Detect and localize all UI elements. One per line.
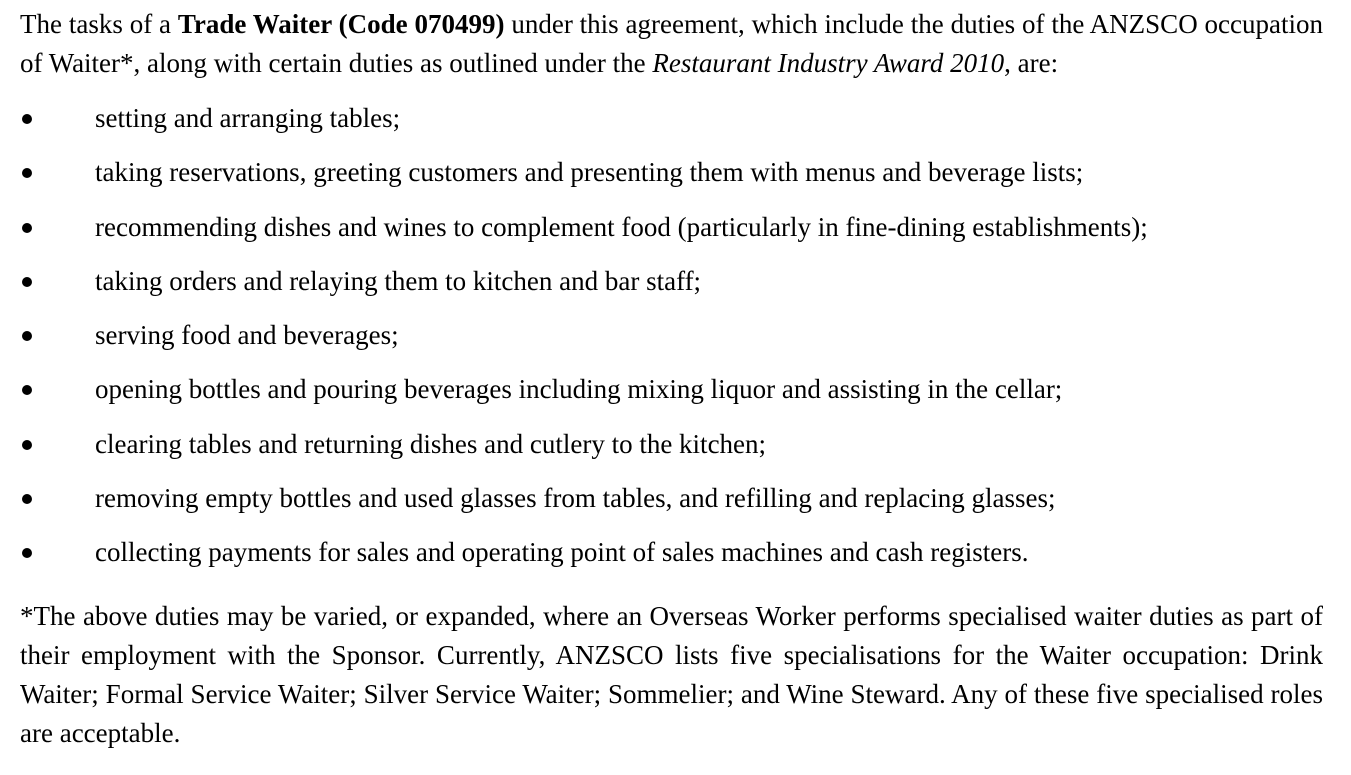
list-item: [20, 421, 1323, 475]
list-item-text: taking reservations, greeting customers and presenting them with menus and beverage lists;: [95, 157, 1084, 188]
bullet-icon: [22, 494, 32, 504]
list-item: [20, 529, 1323, 583]
footnote-paragraph: *The above duties may be varied, or expanded, where an Overseas Worker performs specialised waiter duties as part of their employment with the Sponsor. Currently, ANZSCO lists five specialisations for the Waiter occupation: Drink Waiter; Formal Service Waiter; Silver Service Waiter; Sommelier; and Wine Steward. Any of these five specialised roles are acceptable.: [20, 601, 1323, 748]
bullet-icon: [22, 223, 32, 233]
award-title-italic: Restaurant Industry Award 2010: [652, 48, 1005, 78]
list-item: [20, 204, 1323, 258]
intro-paragraph: [20, 5, 1323, 83]
bullet-icon: [22, 440, 32, 450]
bullet-icon: [22, 385, 32, 395]
list-item-text: clearing tables and returning dishes and cutlery to the kitchen;: [95, 428, 767, 459]
duties-list: [20, 95, 1323, 584]
bullet-icon: [22, 548, 32, 558]
intro-text-start: The tasks of a: [20, 9, 178, 39]
intro-text-middle: under this agreement, which include the duties of the ANZSCO occupation of Waiter*, along with certain duties as outlined under the: [20, 9, 1324, 78]
list-item: [20, 95, 1323, 149]
bullet-icon: [22, 331, 32, 341]
list-item: [20, 475, 1323, 529]
list-item-text: opening bottles and pouring beverages including mixing liquor and assisting in the cellar;: [95, 374, 1063, 405]
list-item-text: removing empty bottles and used glasses from tables, and refilling and replacing glasses;: [95, 483, 1056, 514]
list-item-text: setting and arranging tables;: [95, 103, 401, 133]
list-item: [20, 312, 1323, 366]
list-item-text: taking orders and relaying them to kitchen and bar staff;: [95, 265, 702, 296]
list-item: [20, 366, 1323, 420]
intro-text-end: , are:: [1004, 48, 1059, 78]
occupation-code-bold: Trade Waiter (Code 070499): [177, 9, 505, 39]
bullet-icon: [22, 277, 32, 287]
list-item: [20, 258, 1323, 312]
list-item: [20, 149, 1323, 203]
list-item-text: serving food and beverages;: [95, 320, 399, 351]
bullet-icon: [22, 168, 32, 178]
bullet-icon: [22, 114, 32, 124]
list-item-text: recommending dishes and wines to complement food (particularly in fine-dining establishments);: [95, 211, 1148, 242]
list-item-text: collecting payments for sales and operating point of sales machines and cash registers.: [95, 537, 1029, 568]
